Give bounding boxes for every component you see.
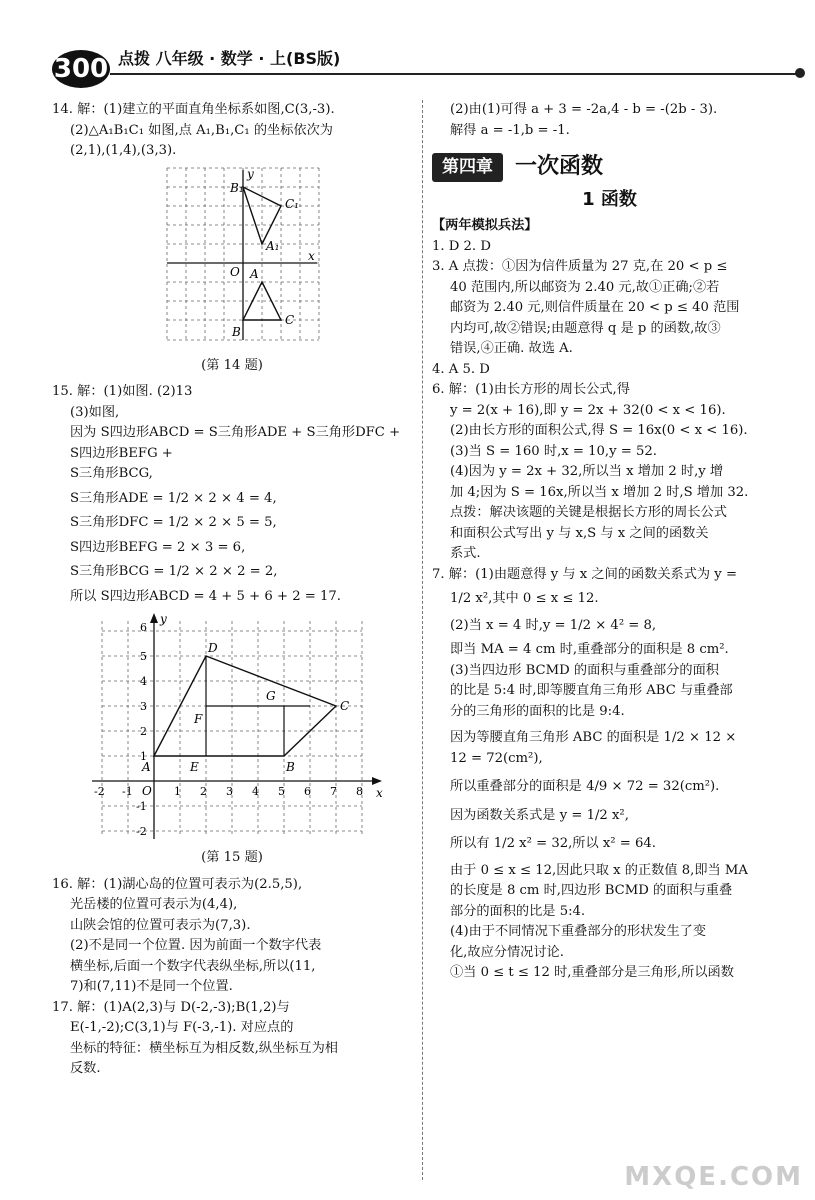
q15-line: 15. 解：(1)如图. (2)13	[52, 384, 193, 399]
x-tick: 4	[252, 785, 259, 798]
q15-line: S三角形ADE = 1/2 × 2 × 4 = 4,	[70, 490, 277, 506]
watermark: MXQE.COM	[624, 1162, 803, 1192]
q15-line: 所以 S四边形ABCD = 4 + 5 + 6 + 2 = 17.	[70, 588, 341, 604]
fig15-label-g: G	[266, 689, 276, 703]
answer-line: 错误,④正确. 故选 A.	[450, 341, 573, 356]
answer-line: 系式.	[450, 546, 481, 561]
answer-line: 部分的面积的比是 5:4.	[450, 903, 586, 919]
figure-14-caption: (第 14 题)	[201, 357, 263, 373]
answer-line: 12 = 72(cm²),	[450, 750, 543, 766]
answer-line: 的比是 5:4 时,即等腰直角三角形 ABC 与重叠部	[450, 683, 733, 698]
left-column	[52, 100, 412, 1080]
fig14-label-a1: A₁	[266, 238, 280, 253]
y-tick: 6	[140, 621, 147, 634]
prev-answer-line: 解得 a = -1,b = -1.	[450, 122, 570, 138]
chapter-label: 第四章	[432, 153, 503, 182]
answer-line: 加 4;因为 S = 16x,所以当 x 增加 2 时,S 增加 32.	[450, 484, 749, 500]
column-divider	[422, 100, 423, 1180]
answer-line: 的长度是 8 cm 时,四边形 BCMD 的面积与重叠	[450, 883, 733, 898]
q16-line: (2)不是同一个位置. 因为前面一个数字代表	[70, 938, 322, 953]
fig15-y-arrow	[150, 613, 158, 623]
answer-line: (3)当 S = 160 时,x = 10,y = 52.	[450, 443, 657, 459]
q16-line: 16. 解：(1)湖心岛的位置可表示为(2.5,5),	[52, 876, 303, 892]
answer-line: 分的三角形的面积的比是 9:4.	[450, 703, 625, 719]
answer-line: 4. A 5. D	[432, 361, 490, 377]
chapter-title: 一次函数	[515, 154, 604, 179]
figure-15-caption: (第 15 题)	[201, 850, 263, 865]
q16-line: 山陕会馆的位置可表示为(7,3).	[70, 917, 251, 933]
q15-line: S三角形BCG,	[70, 466, 153, 481]
y-tick: 4	[140, 675, 147, 688]
q17-line: E(-1,-2);C(3,1)与 F(-3,-1). 对应点的	[70, 1020, 294, 1035]
fig15-label-a: A	[142, 760, 151, 774]
y-tick: 1	[140, 750, 147, 763]
q15-line: S三角形BCG = 1/2 × 2 × 2 = 2,	[70, 564, 278, 579]
header-rule	[110, 73, 800, 75]
x-tick: 2	[200, 785, 207, 798]
x-tick: -1	[122, 785, 133, 798]
answer-line: 所以重叠部分的面积是 4/9 × 72 = 32(cm²).	[450, 779, 720, 794]
fig15-label-o: O	[142, 784, 152, 798]
x-tick: 6	[304, 785, 311, 798]
fig15-x-arrow	[372, 777, 382, 785]
answer-line: 邮资为 2.40 元,则信件质量在 20 < p ≤ 40 范围	[450, 300, 740, 315]
answer-line: 因为等腰直角三角形 ABC 的面积是 1/2 × 12 ×	[450, 730, 737, 745]
q16-line: 7)和(7,11)不是同一个位置.	[70, 979, 233, 994]
q14-line: (2)△A₁B₁C₁ 如图,点 A₁,B₁,C₁ 的坐标依次为	[70, 122, 333, 138]
q15-line: (3)如图,	[70, 404, 120, 420]
fig15-label-e: E	[190, 760, 199, 774]
answer-line: 点拨：解决该题的关键是根据长方形的周长公式	[450, 505, 727, 520]
fig14-label-c: C	[285, 312, 295, 327]
answer-line: (4)由于不同情况下重叠部分的形状发生了变	[450, 924, 707, 939]
page-header	[0, 0, 815, 95]
y-tick: 3	[140, 700, 147, 713]
practice-tag: 【两年模拟兵法】	[432, 218, 538, 233]
answer-line: 因为函数关系式是 y = 1/2 x²,	[450, 807, 629, 823]
y-tick: -1	[136, 800, 147, 813]
fig14-label-x: x	[308, 248, 315, 263]
answer-line: 和面积公式写出 y 与 x,S 与 x 之间的函数关	[450, 525, 709, 541]
q15-line: S四边形BEFG = 2 × 3 = 6,	[70, 539, 246, 555]
q16-line: 横坐标,后面一个数字代表纵坐标,所以(11,	[70, 958, 316, 974]
x-tick: 8	[356, 785, 363, 798]
x-tick: 7	[330, 785, 337, 798]
answer-line: (3)当四边形 BCMD 的面积与重叠部分的面积	[450, 662, 719, 678]
q17-line: 坐标的特征：横坐标互为相反数,纵坐标互为相	[70, 1040, 338, 1056]
y-tick: 5	[140, 650, 147, 663]
answer-line: (4)因为 y = 2x + 32,所以当 x 增加 2 时,y 增	[450, 464, 724, 479]
section-title: 1 函数	[582, 188, 637, 210]
answer-line: 所以有 1/2 x² = 32,所以 x² = 64.	[450, 836, 656, 851]
answer-line: 6. 解：(1)由长方形的周长公式,得	[432, 382, 630, 397]
fig15-label-y: y	[160, 612, 167, 626]
fig14-label-o: O	[230, 264, 240, 279]
fig15-x-ticks	[94, 785, 363, 798]
answer-line: 化,故应分情况讨论.	[450, 944, 564, 960]
fig14-label-y: y	[247, 166, 254, 181]
answer-line: (2)由长方形的面积公式,得 S = 16x(0 < x < 16).	[450, 423, 748, 438]
x-tick: -2	[94, 785, 105, 798]
y-tick: 2	[140, 725, 147, 738]
prev-answer-line: (2)由(1)可得 a + 3 = -2a,4 - b = -(2b - 3).	[450, 102, 718, 117]
x-tick: 3	[226, 785, 233, 798]
right-column	[432, 100, 787, 984]
fig14-label-b: B	[232, 324, 241, 339]
answer-line: 7. 解：(1)由题意得 y 与 x 之间的函数关系式为 y =	[432, 566, 737, 582]
q14-line: (2,1),(1,4),(3,3).	[70, 143, 177, 158]
q15-line: S三角形DFC = 1/2 × 2 × 5 = 5,	[70, 515, 277, 530]
book-title: 点拨 八年级 · 数学 · 上(BS版)	[118, 49, 341, 68]
answer-line: ①当 0 ≤ t ≤ 12 时,重叠部分是三角形,所以函数	[450, 965, 734, 980]
fig15-label-f: F	[194, 712, 203, 726]
answer-line: 由于 0 ≤ x ≤ 12,因此只取 x 的正数值 8,即当 MA	[450, 862, 748, 878]
y-tick: -2	[136, 825, 147, 838]
answer-line: y = 2(x + 16),即 y = 2x + 32(0 < x < 16).	[450, 402, 726, 418]
fig15-label-c: C	[340, 699, 350, 713]
answer-line: (2)当 x = 4 时,y = 1/2 × 4² = 8,	[450, 617, 657, 633]
answer-line: 3. A 点拨：①因为信件质量为 27 克,在 20 < p ≤	[432, 259, 728, 274]
fig15-y-ticks	[136, 621, 147, 838]
answer-line: 40 范围内,所以邮资为 2.40 元,故①正确;②若	[450, 279, 720, 295]
fig15-label-b: B	[286, 760, 295, 774]
fig15-label-d: D	[208, 641, 218, 655]
figure-14	[52, 164, 412, 354]
q17-line: 17. 解：(1)A(2,3)与 D(-2,-3);B(1,2)与	[52, 999, 290, 1015]
answer-line: 1/2 x²,其中 0 ≤ x ≤ 12.	[450, 591, 599, 606]
x-tick: 1	[174, 785, 181, 798]
q17-line: 反数.	[70, 1061, 101, 1076]
x-tick: 5	[278, 785, 285, 798]
q14-line: 14. 解：(1)建立的平面直角坐标系如图,C(3,-3).	[52, 102, 335, 117]
header-rule-dot	[795, 68, 805, 78]
fig14-label-c1: C₁	[285, 196, 299, 211]
figure-15	[52, 611, 412, 846]
answer-line: 内均可,故②错误;由题意得 q 是 p 的函数,故③	[450, 320, 721, 336]
answer-line: 1. D 2. D	[432, 238, 491, 254]
page-number: 300	[52, 50, 110, 88]
fig15-label-x: x	[376, 786, 383, 800]
answer-line: 即当 MA = 4 cm 时,重叠部分的面积是 8 cm².	[450, 642, 729, 657]
q16-line: 光岳楼的位置可表示为(4,4),	[70, 897, 238, 912]
fig14-label-b1: B₁	[230, 180, 244, 195]
chapter-heading	[432, 153, 787, 182]
fig14-label-a: A	[250, 266, 259, 281]
q15-line: 因为 S四边形ABCD = S三角形ADE + S三角形DFC + S四边形BEFG +	[70, 425, 401, 461]
